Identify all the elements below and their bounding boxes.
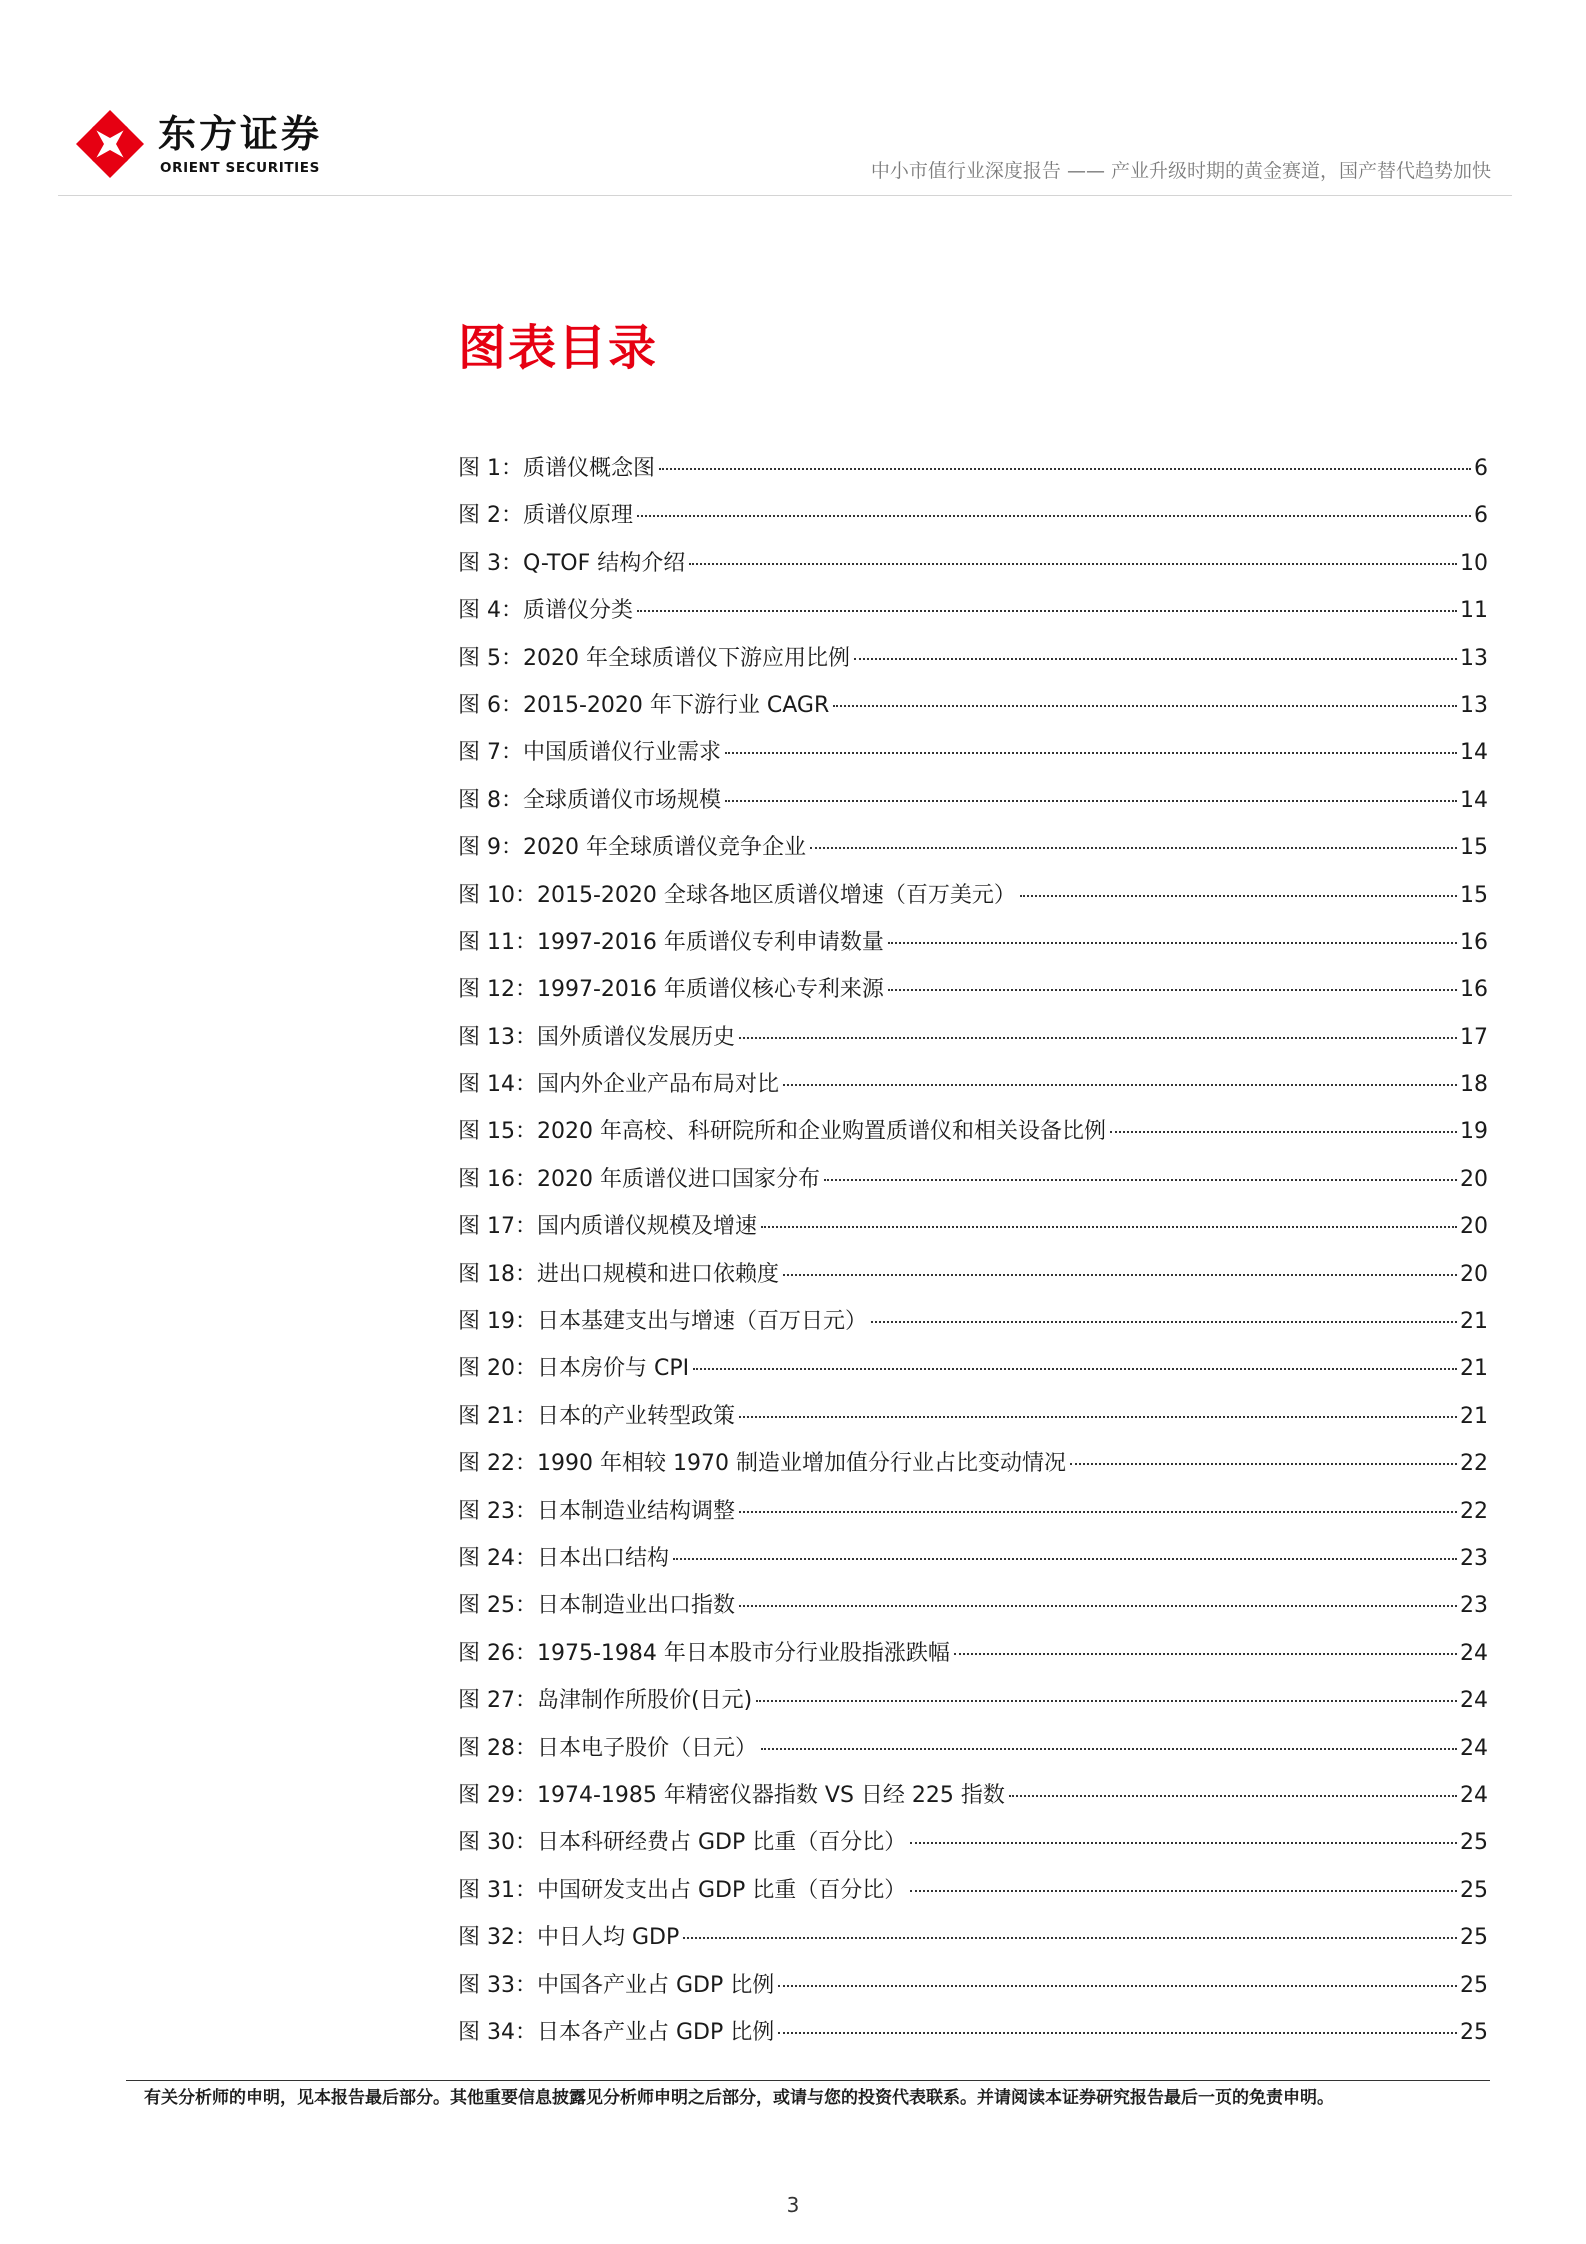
- toc-entry-page: 18: [1460, 1072, 1488, 1098]
- toc-entry-page: 24: [1460, 1688, 1488, 1714]
- toc-entry-label: 图 2：质谱仪原理: [458, 503, 633, 529]
- toc-entry-label: 图 16：2020 年质谱仪进口国家分布: [458, 1166, 820, 1192]
- header-divider: [58, 195, 1512, 196]
- toc-entry-page: 25: [1460, 1972, 1488, 1998]
- toc-entry[interactable]: [458, 919, 1488, 966]
- toc-entry-page: 22: [1460, 1498, 1488, 1524]
- figure-table-of-contents: [458, 445, 1488, 2056]
- toc-entry[interactable]: [458, 587, 1488, 634]
- toc-entry-page: 6: [1474, 456, 1488, 481]
- toc-entry-label: 图 23：日本制造业结构调整: [458, 1498, 735, 1524]
- toc-dot-leader: [725, 800, 1457, 802]
- toc-dot-leader: [910, 1890, 1457, 1892]
- toc-dot-leader: [778, 2032, 1457, 2034]
- toc-dot-leader: [888, 942, 1457, 944]
- toc-entry-label: 图 25：日本制造业出口指数: [458, 1593, 735, 1619]
- toc-entry-label: 图 12：1997-2016 年质谱仪核心专利来源: [458, 977, 884, 1003]
- toc-entry[interactable]: [458, 1962, 1488, 2009]
- toc-entry-label: 图 18：进出口规模和进口依赖度: [458, 1261, 779, 1287]
- toc-entry[interactable]: [458, 492, 1488, 539]
- toc-entry-page: 6: [1474, 503, 1488, 529]
- toc-entry[interactable]: [458, 1772, 1488, 1819]
- toc-entry[interactable]: [458, 1156, 1488, 1203]
- toc-entry-label: 图 28：日本电子股价（日元）: [458, 1735, 757, 1761]
- toc-dot-leader: [810, 847, 1457, 849]
- toc-dot-leader: [888, 989, 1457, 991]
- toc-entry-page: 11: [1460, 598, 1488, 624]
- toc-dot-leader: [783, 1084, 1457, 1086]
- toc-entry-page: 15: [1460, 835, 1488, 861]
- toc-dot-leader: [761, 1226, 1457, 1228]
- toc-entry-page: 15: [1460, 882, 1488, 908]
- toc-dot-leader: [1110, 1131, 1457, 1133]
- toc-entry-page: 25: [1460, 2019, 1488, 2045]
- toc-entry[interactable]: [458, 1582, 1488, 1629]
- toc-entry-page: 20: [1460, 1166, 1488, 1192]
- toc-entry-page: 23: [1460, 1593, 1488, 1619]
- toc-dot-leader: [673, 1558, 1457, 1560]
- toc-entry[interactable]: [458, 729, 1488, 776]
- section-heading: 图表目录: [458, 320, 659, 376]
- toc-entry-page: 25: [1460, 1925, 1488, 1951]
- toc-entry[interactable]: [458, 1061, 1488, 1108]
- toc-entry-label: 图 8：全球质谱仪市场规模: [458, 787, 721, 813]
- toc-entry-label: 图 3：Q-TOF 结构介绍: [458, 550, 686, 576]
- toc-dot-leader: [854, 658, 1457, 660]
- toc-dot-leader: [783, 1274, 1457, 1276]
- toc-entry-label: 图 17：国内质谱仪规模及增速: [458, 1214, 757, 1240]
- toc-dot-leader: [683, 1937, 1457, 1939]
- toc-dot-leader: [761, 1748, 1457, 1750]
- disclaimer-text: 有关分析师的申明，见本报告最后部分。其他重要信息披露见分析师申明之后部分，或请与您的投资代表联系。并请阅读本证券研究报告最后一页的免责申明。: [144, 2088, 1334, 2108]
- toc-entry-page: 13: [1460, 692, 1488, 718]
- toc-entry-label: 图 11：1997-2016 年质谱仪专利申请数量: [458, 929, 884, 955]
- toc-entry[interactable]: [458, 2009, 1488, 2056]
- toc-entry-page: 17: [1460, 1024, 1488, 1050]
- toc-dot-leader: [756, 1700, 1457, 1702]
- toc-entry-page: 25: [1460, 1830, 1488, 1856]
- report-title: 中小市值行业深度报告 —— 产业升级时期的黄金赛道，国产替代趋势加快: [870, 160, 1491, 182]
- toc-entry-label: 图 32：中日人均 GDP: [458, 1925, 680, 1951]
- toc-entry-page: 13: [1460, 645, 1488, 671]
- toc-entry-page: 14: [1460, 740, 1488, 766]
- toc-entry[interactable]: [458, 777, 1488, 824]
- toc-entry[interactable]: [458, 1677, 1488, 1724]
- brand-name-en: ORIENT SECURITIES: [160, 160, 320, 176]
- toc-dot-leader: [954, 1653, 1457, 1655]
- toc-entry-label: 图 33：中国各产业占 GDP 比例: [458, 1972, 775, 1998]
- toc-dot-leader: [1009, 1795, 1457, 1797]
- toc-dot-leader: [739, 1605, 1457, 1607]
- toc-entry-page: 21: [1460, 1403, 1488, 1429]
- toc-entry-label: 图 27：岛津制作所股价(日元): [458, 1688, 753, 1714]
- toc-entry-page: 22: [1460, 1451, 1488, 1477]
- toc-dot-leader: [871, 1321, 1457, 1323]
- toc-dot-leader: [637, 610, 1457, 612]
- toc-entry[interactable]: [458, 445, 1488, 492]
- toc-entry-page: 14: [1460, 787, 1488, 813]
- toc-entry-label: 图 30：日本科研经费占 GDP 比重（百分比）: [458, 1830, 907, 1856]
- toc-entry[interactable]: [458, 1014, 1488, 1061]
- toc-entry[interactable]: [458, 1630, 1488, 1677]
- toc-entry-label: 图 14：国内外企业产品布局对比: [458, 1072, 779, 1098]
- toc-entry-label: 图 15：2020 年高校、科研院所和企业购置质谱仪和相关设备比例: [458, 1119, 1106, 1145]
- toc-entry-label: 图 9：2020 年全球质谱仪竞争企业: [458, 835, 806, 861]
- toc-entry-label: 图 13：国外质谱仪发展历史: [458, 1024, 735, 1050]
- toc-entry-label: 图 29：1974-1985 年精密仪器指数 VS 日经 225 指数: [458, 1782, 1005, 1808]
- toc-entry[interactable]: [458, 1298, 1488, 1345]
- toc-entry-label: 图 1：质谱仪概念图: [458, 456, 655, 481]
- toc-entry-page: 20: [1460, 1214, 1488, 1240]
- toc-entry[interactable]: [458, 1535, 1488, 1582]
- toc-entry[interactable]: [458, 1345, 1488, 1392]
- toc-entry-page: 16: [1460, 977, 1488, 1003]
- toc-entry-page: 23: [1460, 1545, 1488, 1571]
- toc-entry-label: 图 34：日本各产业占 GDP 比例: [458, 2019, 775, 2045]
- toc-dot-leader: [1020, 895, 1457, 897]
- toc-entry-label: 图 24：日本出口结构: [458, 1545, 669, 1571]
- toc-entry-page: 10: [1460, 550, 1488, 576]
- toc-dot-leader: [1070, 1463, 1457, 1465]
- toc-entry[interactable]: [458, 635, 1488, 682]
- toc-dot-leader: [739, 1037, 1457, 1039]
- toc-entry-page: 25: [1460, 1877, 1488, 1903]
- toc-dot-leader: [739, 1511, 1457, 1513]
- toc-entry-label: 图 7：中国质谱仪行业需求: [458, 740, 721, 766]
- toc-dot-leader: [910, 1842, 1457, 1844]
- toc-entry[interactable]: [458, 1251, 1488, 1298]
- toc-dot-leader: [693, 1368, 1457, 1370]
- toc-entry[interactable]: [458, 1440, 1488, 1487]
- toc-dot-leader: [659, 468, 1471, 470]
- toc-entry-label: 图 22：1990 年相较 1970 制造业增加值分行业占比变动情况: [458, 1451, 1066, 1477]
- toc-entry[interactable]: [458, 1914, 1488, 1961]
- toc-dot-leader: [824, 1179, 1457, 1181]
- toc-entry-page: 24: [1460, 1640, 1488, 1666]
- toc-entry[interactable]: [458, 1108, 1488, 1155]
- toc-entry-page: 20: [1460, 1261, 1488, 1287]
- orient-securities-logo-icon: [74, 108, 146, 180]
- toc-entry-page: 16: [1460, 929, 1488, 955]
- toc-entry[interactable]: [458, 540, 1488, 587]
- toc-entry-page: 21: [1460, 1356, 1488, 1382]
- toc-entry[interactable]: [458, 1867, 1488, 1914]
- toc-entry-label: 图 19：日本基建支出与增速（百万日元）: [458, 1309, 867, 1335]
- toc-dot-leader: [833, 705, 1457, 707]
- toc-dot-leader: [778, 1985, 1457, 1987]
- toc-entry-label: 图 10：2015-2020 全球各地区质谱仪增速（百万美元）: [458, 882, 1016, 908]
- toc-entry[interactable]: [458, 1725, 1488, 1772]
- toc-entry-label: 图 31：中国研发支出占 GDP 比重（百分比）: [458, 1877, 907, 1903]
- toc-entry-label: 图 20：日本房价与 CPI: [458, 1356, 690, 1382]
- footer-divider: [126, 2080, 1490, 2081]
- toc-entry[interactable]: [458, 1393, 1488, 1440]
- toc-entry-label: 图 4：质谱仪分类: [458, 598, 633, 624]
- toc-dot-leader: [739, 1416, 1457, 1418]
- toc-entry-page: 24: [1460, 1782, 1488, 1808]
- toc-entry-label: 图 6：2015-2020 年下游行业 CAGR: [458, 692, 830, 718]
- toc-entry[interactable]: [458, 682, 1488, 729]
- toc-entry-page: 21: [1460, 1309, 1488, 1335]
- page-number: 3: [786, 2193, 800, 2217]
- toc-entry-page: 24: [1460, 1735, 1488, 1761]
- toc-dot-leader: [725, 752, 1457, 754]
- toc-entry[interactable]: [458, 1819, 1488, 1866]
- toc-entry[interactable]: [458, 1488, 1488, 1535]
- toc-entry[interactable]: [458, 966, 1488, 1013]
- toc-entry[interactable]: [458, 824, 1488, 871]
- toc-dot-leader: [689, 563, 1457, 565]
- toc-entry[interactable]: [458, 872, 1488, 919]
- toc-entry-label: 图 26：1975-1984 年日本股市分行业股指涨跌幅: [458, 1640, 950, 1666]
- toc-entry[interactable]: [458, 1203, 1488, 1250]
- brand-name-cn: 东方证券: [158, 112, 323, 156]
- toc-entry-label: 图 21：日本的产业转型政策: [458, 1403, 735, 1429]
- toc-dot-leader: [637, 515, 1471, 517]
- toc-entry-label: 图 5：2020 年全球质谱仪下游应用比例: [458, 645, 850, 671]
- toc-entry-page: 19: [1460, 1119, 1488, 1145]
